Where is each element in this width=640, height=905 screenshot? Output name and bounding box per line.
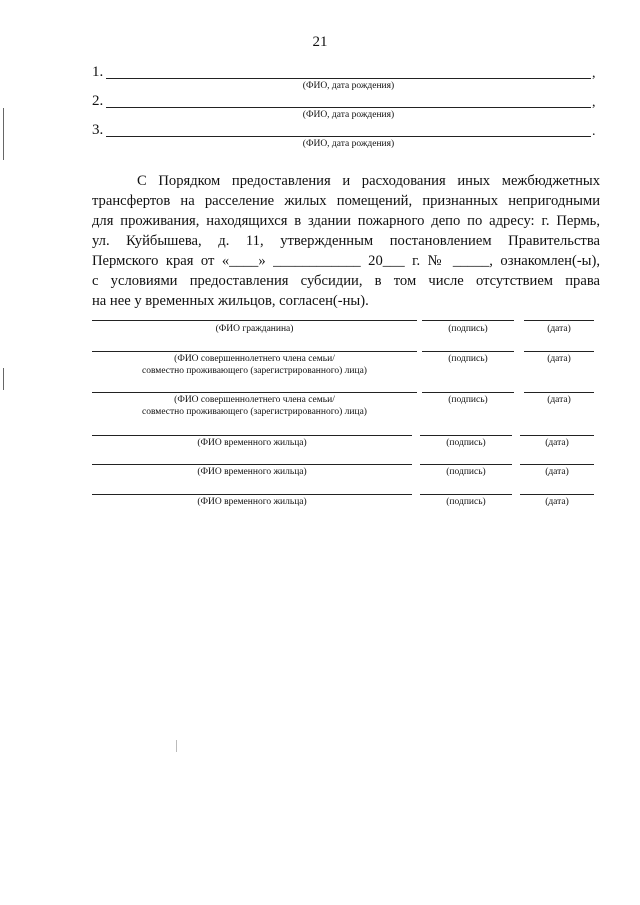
signature-5-sign-line: [420, 464, 512, 465]
signature-6-sign-caption: (подпись): [446, 497, 486, 507]
signature-1-sign-caption: (подпись): [448, 324, 488, 334]
consent-paragraph: [92, 171, 600, 311]
person-1-caption: (ФИО, дата рождения): [302, 81, 395, 91]
signature-4-sign-line: [420, 435, 512, 436]
person-1-number: 1.: [92, 64, 104, 80]
signature-3-sign-caption: (подпись): [448, 395, 488, 405]
person-3-line: [106, 136, 591, 137]
person-2-line: [106, 107, 591, 108]
signature-4-name-line: [92, 435, 412, 436]
signature-2-name-caption-2: совместно проживающего (зарегистрированного) лица): [142, 366, 367, 376]
signature-6-sign-line: [420, 494, 512, 495]
signature-4-name-caption: (ФИО временного жильца): [197, 438, 307, 448]
signature-2-date-caption: (дата): [547, 354, 571, 364]
paragraph-line-5: Пермского края от «____» ____________ 20___ г. № _____, ознакомлен(-ы),: [92, 253, 600, 269]
person-3-caption: (ФИО, дата рождения): [302, 139, 395, 149]
signature-5-name-line: [92, 464, 412, 465]
signature-1-name-caption: (ФИО гражданина): [215, 324, 294, 334]
signature-2-date-line: [524, 351, 594, 352]
paragraph-line-7: на нее у временных жильцов, согласен(-ны).: [92, 293, 369, 309]
signature-6-name-caption: (ФИО временного жильца): [197, 497, 307, 507]
signature-2-name-line: [92, 351, 417, 352]
signature-2-sign-caption: (подпись): [448, 354, 488, 364]
signature-1-name-line: [92, 320, 417, 321]
paragraph-line-6: с условиями предоставления субсидии, в том числе отсутствием права: [92, 273, 600, 289]
signature-5-sign-caption: (подпись): [446, 467, 486, 477]
scan-margin-mark: [3, 368, 4, 390]
signature-4-date-caption: (дата): [545, 438, 569, 448]
scan-speck: [176, 740, 177, 752]
signature-3-date-caption: (дата): [547, 395, 571, 405]
signature-3-name-line: [92, 392, 417, 393]
signature-1-date-line: [524, 320, 594, 321]
signature-5-date-line: [520, 464, 594, 465]
signature-3-sign-line: [422, 392, 514, 393]
signature-5-name-caption: (ФИО временного жильца): [197, 467, 307, 477]
paragraph-line-1: С Порядком предоставления и расходования иных межбюджетных: [137, 173, 600, 189]
signature-1-date-caption: (дата): [547, 324, 571, 334]
person-2-number: 2.: [92, 93, 104, 109]
paragraph-line-2: трансфертов на расселение жилых помещений, признанных непригодными: [92, 193, 600, 209]
signature-5-date-caption: (дата): [545, 467, 569, 477]
signature-3-name-caption: (ФИО совершеннолетнего члена семьи/: [174, 395, 335, 405]
page-number: 21: [312, 34, 328, 50]
person-2-trail: ,: [592, 95, 596, 110]
paragraph-line-3: для проживания, находящихся в здании пожарного депо по адресу: г. Пермь,: [92, 213, 600, 229]
signature-6-name-line: [92, 494, 412, 495]
paragraph-line-4: ул. Куйбышева, д. 11, утвержденным постановлением Правительства: [92, 233, 600, 249]
signature-4-date-line: [520, 435, 594, 436]
signature-3-name-caption-2: совместно проживающего (зарегистрированного) лица): [142, 407, 367, 417]
person-2-caption: (ФИО, дата рождения): [302, 110, 395, 120]
person-1-trail: ,: [592, 66, 596, 81]
signature-2-name-caption: (ФИО совершеннолетнего члена семьи/: [174, 354, 335, 364]
person-3-number: 3.: [92, 122, 104, 138]
signature-6-date-line: [520, 494, 594, 495]
person-3-trail: .: [592, 124, 596, 139]
person-1-line: [106, 78, 591, 79]
signature-4-sign-caption: (подпись): [446, 438, 486, 448]
signature-6-date-caption: (дата): [545, 497, 569, 507]
signature-2-sign-line: [422, 351, 514, 352]
scan-margin-mark: [3, 108, 4, 160]
signature-3-date-line: [524, 392, 594, 393]
signature-1-sign-line: [422, 320, 514, 321]
